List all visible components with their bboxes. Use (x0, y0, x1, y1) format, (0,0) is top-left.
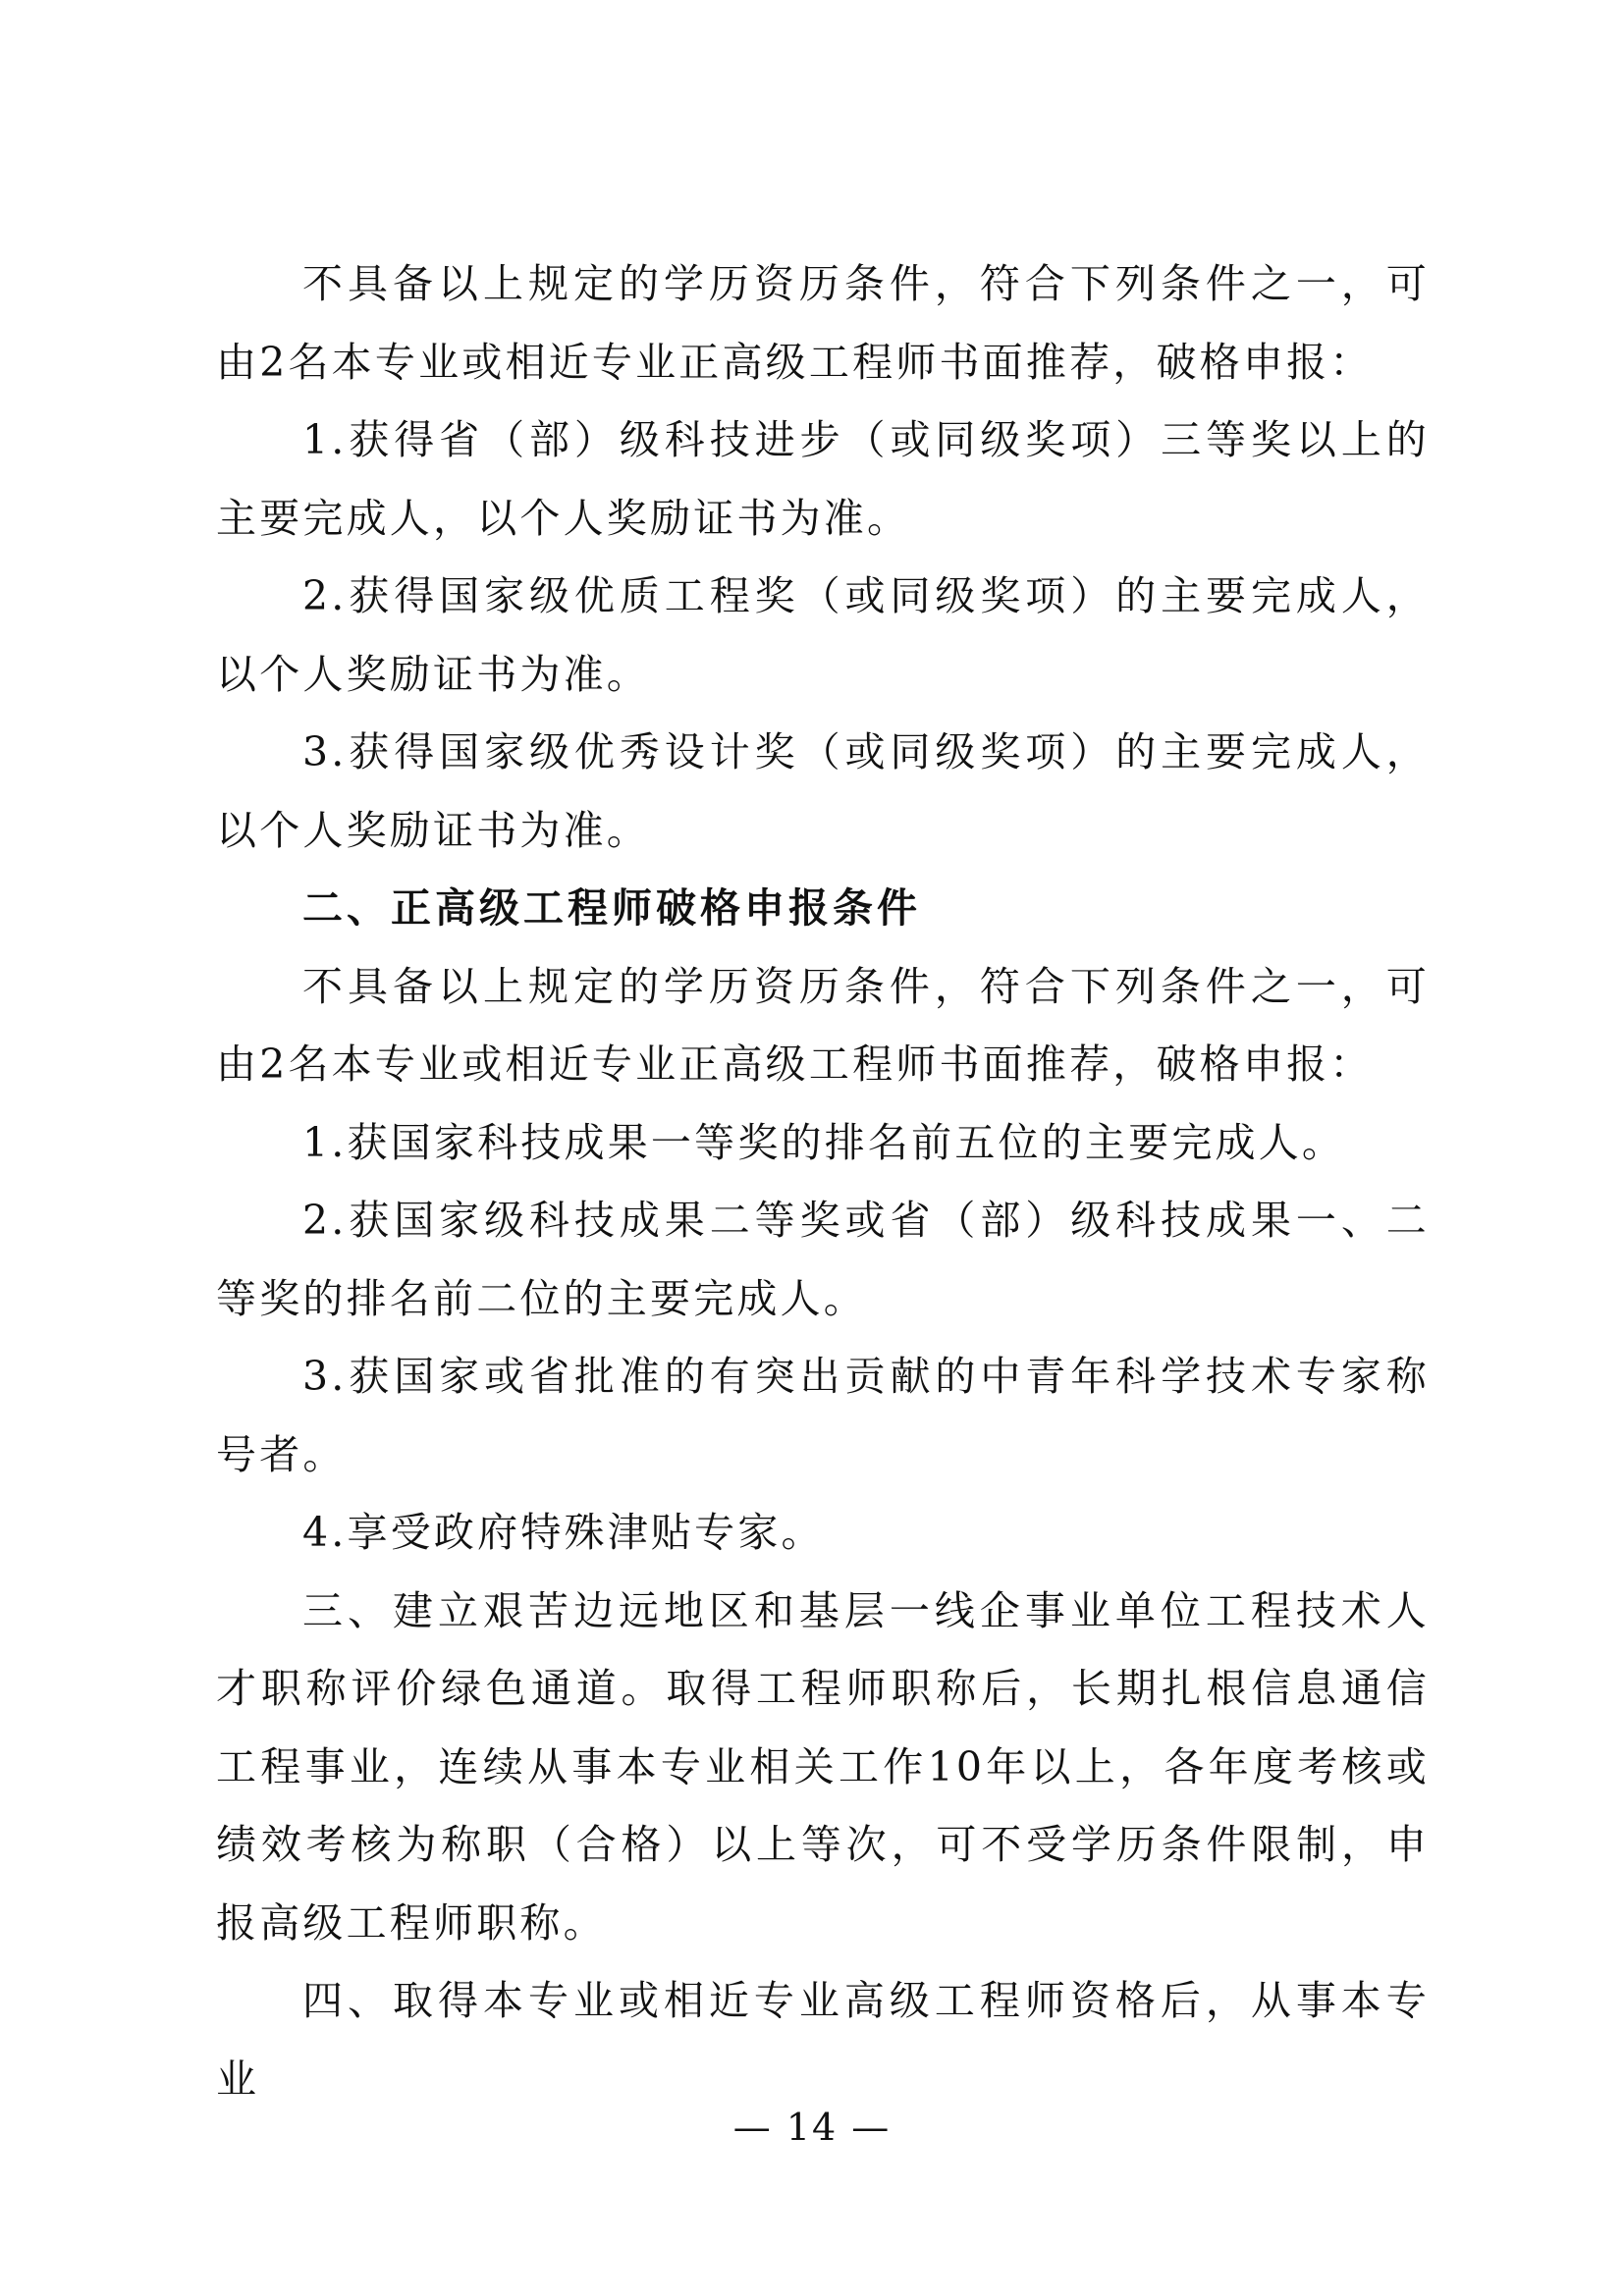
paragraph: 三、建立艰苦边远地区和基层一线企事业单位工程技术人才职称评价绿色通道。取得工程师职称后，长期扎根信息通信工程事业，连续从事本专业相关工作10年以上，各年度考核或绩效考核为称职（合格）以上等次，可不受学历条件限制，申报高级工程师职称。 (216, 1586, 1430, 1947)
paragraph: 四、取得本专业或相近专业高级工程师资格后，从事本专业 (216, 1977, 1430, 2103)
list-item: 3.获国家或省批准的有突出贡献的中青年科学技术专家称号者。 (216, 1353, 1430, 1478)
page-number: — 14 — (732, 2106, 892, 2149)
list-item: 1.获国家科技成果一等奖的排名前五位的主要完成人。 (302, 1118, 1346, 1166)
paragraph: 不具备以上规定的学历资历条件，符合下列条件之一，可由2名本专业或相近专业正高级工程师书面推荐，破格申报： (216, 962, 1430, 1088)
document-body (216, 245, 1430, 2118)
list-item: 1.获得省（部）级科技进步（或同级奖项）三等奖以上的主要完成人，以个人奖励证书为准。 (216, 416, 1430, 542)
list-item: 3.获得国家级优秀设计奖（或同级奖项）的主要完成人，以个人奖励证书为准。 (216, 728, 1430, 854)
section-heading: 二、正高级工程师破格申报条件 (302, 884, 921, 932)
paragraph: 不具备以上规定的学历资历条件，符合下列条件之一，可由2名本专业或相近专业正高级工程师书面推荐，破格申报： (216, 260, 1430, 386)
list-item: 2.获国家级科技成果二等奖或省（部）级科技成果一、二等奖的排名前二位的主要完成人。 (216, 1197, 1430, 1322)
list-item: 2.获得国家级优质工程奖（或同级奖项）的主要完成人，以个人奖励证书为准。 (216, 572, 1430, 698)
list-item: 4.享受政府特殊津贴专家。 (302, 1509, 825, 1556)
